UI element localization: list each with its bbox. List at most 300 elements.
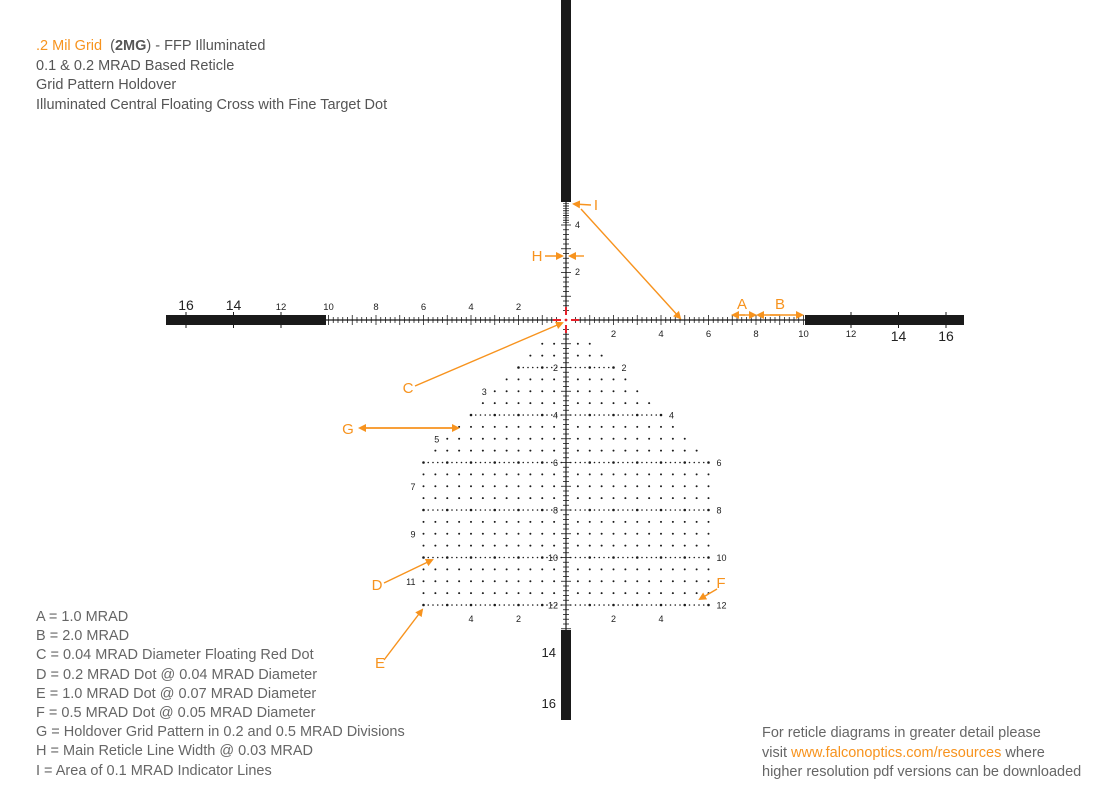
grid-dot (613, 568, 615, 570)
grid-dot (613, 378, 615, 380)
grid-dot (499, 462, 501, 464)
grid-dot (584, 414, 586, 416)
grid-dot (698, 604, 700, 606)
grid-dot (672, 473, 674, 475)
grid-dot (679, 462, 681, 464)
grid-dot (632, 462, 634, 464)
grid-dot (458, 426, 460, 428)
grid-dot (494, 521, 496, 523)
grid-dot (480, 509, 482, 511)
grid-dot (518, 426, 520, 428)
grid-dot (434, 568, 436, 570)
grid-dot (589, 485, 591, 487)
grid-dot (446, 497, 448, 499)
grid-dot (458, 592, 460, 594)
grid-dot (458, 580, 460, 582)
grid-dot (553, 497, 555, 499)
grid-dot (482, 568, 484, 570)
grid-dot (601, 438, 603, 440)
grid-dot (427, 462, 429, 464)
grid-dot (589, 473, 591, 475)
grid-dot (601, 355, 603, 357)
grid-dot (655, 509, 657, 511)
grid-dot (541, 580, 543, 582)
grid-dot (693, 462, 695, 464)
grid-dot (458, 545, 460, 547)
grid-dot (636, 461, 639, 464)
horizontal-label-right: 10 (798, 329, 809, 340)
grid-dot (577, 450, 579, 452)
grid-dot (446, 580, 448, 582)
grid-dot (446, 545, 448, 547)
horizontal-label-left: 10 (323, 302, 334, 313)
grid-dot (518, 485, 520, 487)
grid-dot (475, 509, 477, 511)
grid-dot (579, 557, 581, 559)
grid-dot (684, 568, 686, 570)
grid-dot (461, 604, 463, 606)
grid-dot (584, 604, 586, 606)
grid-dot (522, 557, 524, 559)
grid-dot (423, 568, 425, 570)
grid-dot (513, 414, 515, 416)
grid-dot (553, 450, 555, 452)
grid-dot (696, 497, 698, 499)
grid-dot (518, 568, 520, 570)
grid-left-label: 11 (406, 576, 416, 587)
grid-dot (636, 438, 638, 440)
grid-dot (601, 568, 603, 570)
grid-dot (470, 556, 473, 559)
grid-dot (577, 378, 579, 380)
grid-dot (624, 521, 626, 523)
grid-dot (684, 521, 686, 523)
grid-dot (423, 485, 425, 487)
grid-dot (484, 604, 486, 606)
center-red-dot (565, 319, 568, 322)
grid-dot (482, 473, 484, 475)
grid-dot (636, 497, 638, 499)
grid-dot (603, 557, 605, 559)
grid-dot (679, 557, 681, 559)
grid-dot (624, 402, 626, 404)
grid-dot (627, 557, 629, 559)
grid-dot (470, 473, 472, 475)
grid-right-label: 12 (716, 600, 727, 611)
grid-left-label: 3 (481, 386, 487, 397)
grid-dot (458, 521, 460, 523)
grid-dot (672, 592, 674, 594)
grid-dot (503, 509, 505, 511)
grid-dot (442, 557, 444, 559)
horizontal-label-left: 6 (420, 302, 427, 313)
resources-link[interactable]: www.falconoptics.com/resources (791, 744, 1002, 761)
grid-dot (598, 509, 600, 511)
grid-dot (624, 545, 626, 547)
grid-dot (493, 414, 496, 417)
grid-dot (553, 485, 555, 487)
grid-dot (446, 509, 449, 512)
grid-dot (579, 462, 581, 464)
grid-dot (451, 604, 453, 606)
grid-dot (684, 497, 686, 499)
grid-dot (532, 462, 534, 464)
grid-dot (446, 461, 449, 464)
grid-dot (608, 367, 610, 369)
grid-dot (494, 473, 496, 475)
grid-dot (636, 390, 638, 392)
grid-dot (608, 462, 610, 464)
grid-dot (446, 556, 449, 559)
grid-center-label: 8 (552, 505, 558, 516)
grid-dot (665, 462, 667, 464)
grid-dot (427, 604, 429, 606)
grid-dot (577, 402, 579, 404)
grid-dot (589, 592, 591, 594)
grid-dot (672, 580, 674, 582)
grid-dot (493, 509, 496, 512)
grid-dot (655, 462, 657, 464)
grid-dot (679, 604, 681, 606)
footer-line-3: higher resolution pdf versions can be downloaded (762, 764, 1082, 780)
grid-dot (622, 557, 624, 559)
grid-dot (553, 533, 555, 535)
grid-dot (674, 604, 676, 606)
grid-dot (541, 414, 544, 417)
grid-dot (589, 390, 591, 392)
grid-dot (489, 509, 491, 511)
grid-dot (506, 497, 508, 499)
grid-dot (541, 450, 543, 452)
grid-dot (601, 390, 603, 392)
grid-dot (532, 509, 534, 511)
grid-dot (660, 497, 662, 499)
grid-dot (613, 580, 615, 582)
grid-dot (458, 438, 460, 440)
grid-dot (598, 557, 600, 559)
grid-dot (499, 509, 501, 511)
grid-dot (494, 426, 496, 428)
grid-dot (646, 557, 648, 559)
legend-item: G = Holdover Grid Pattern in 0.2 and 0.5 MRAD Divisions (36, 724, 405, 741)
grid-dot (503, 604, 505, 606)
grid-dot (470, 521, 472, 523)
grid-dot (517, 461, 520, 464)
grid-dot (612, 366, 615, 369)
grid-dot (522, 367, 524, 369)
grid-dot (442, 462, 444, 464)
grid-dot (589, 521, 591, 523)
grid-dot (708, 521, 710, 523)
grid-dot (601, 378, 603, 380)
grid-dot (482, 426, 484, 428)
grid-dot (494, 485, 496, 487)
legend-item: F = 0.5 MRAD Dot @ 0.05 MRAD Diameter (36, 705, 316, 722)
grid-dot (513, 557, 515, 559)
grid-dot (693, 509, 695, 511)
grid-dot (517, 366, 520, 369)
grid-dot (660, 568, 662, 570)
grid-dot (518, 533, 520, 535)
callouts (342, 197, 802, 672)
grid-right-label: 6 (716, 458, 722, 468)
grid-dot (648, 568, 650, 570)
grid-dot (446, 533, 448, 535)
grid-dot (660, 592, 662, 594)
grid-dot (636, 580, 638, 582)
grid-dot (456, 462, 458, 464)
grid-dot (672, 426, 674, 428)
grid-dot (577, 545, 579, 547)
grid-dot (579, 604, 581, 606)
grid-dot (434, 592, 436, 594)
grid-dot (601, 521, 603, 523)
grid-dot (589, 343, 591, 345)
grid-dot (423, 580, 425, 582)
grid-dot (522, 509, 524, 511)
callout-letter-h: H (531, 248, 543, 265)
grid-dot (641, 604, 643, 606)
grid-dot (622, 414, 624, 416)
grid-dot (672, 568, 674, 570)
grid-dot (518, 438, 520, 440)
grid-dot (696, 473, 698, 475)
grid-dot (683, 556, 686, 559)
grid-dot (529, 355, 531, 357)
legend-item: I = Area of 0.1 MRAD Indicator Lines (36, 762, 272, 779)
callout-letter-c: C (402, 380, 414, 397)
grid-dot (451, 557, 453, 559)
horizontal-label-left: 14 (225, 297, 242, 313)
grid-dot (423, 473, 425, 475)
grid-dot (529, 378, 531, 380)
grid-dot (493, 556, 496, 559)
footer-note (762, 724, 1081, 783)
grid-center-label: 10 (547, 553, 558, 563)
grid-dot (532, 414, 534, 416)
grid-dot (470, 414, 473, 417)
grid-dot (546, 414, 548, 416)
horizontal-label-left: 12 (275, 302, 287, 313)
grid-dot (482, 485, 484, 487)
grid-dot (489, 604, 491, 606)
grid-dot (612, 461, 615, 464)
grid-dot (470, 461, 473, 464)
grid-dot (696, 485, 698, 487)
grid-dot (577, 533, 579, 535)
grid-dot (529, 580, 531, 582)
grid-dot (541, 604, 544, 607)
grid-dot (518, 390, 520, 392)
grid-dot (489, 462, 491, 464)
grid-dot (532, 367, 534, 369)
grid-dot (470, 568, 472, 570)
title-line-3: Grid Pattern Holdover (36, 77, 177, 93)
grid-dot (648, 545, 650, 547)
grid-dot (646, 509, 648, 511)
grid-dot (684, 580, 686, 582)
grid-dot (434, 473, 436, 475)
grid-dot (577, 592, 579, 594)
grid-dot (484, 557, 486, 559)
grid-dot (589, 568, 591, 570)
grid-dot (708, 545, 710, 547)
grid-dot (651, 462, 653, 464)
grid-dot (575, 462, 577, 464)
grid-dot (603, 414, 605, 416)
grid-dot (482, 545, 484, 547)
grid-dot (589, 402, 591, 404)
grid-dot (434, 450, 436, 452)
grid-dot (522, 604, 524, 606)
grid-dot (622, 509, 624, 511)
grid-dot (508, 557, 510, 559)
grid-dot (546, 462, 548, 464)
grid-dot (648, 592, 650, 594)
grid-dot (577, 343, 579, 345)
callout-letter-d: D (371, 577, 383, 594)
grid-dot (696, 545, 698, 547)
grid-dot (674, 462, 676, 464)
grid-dot (660, 509, 663, 512)
legend-item: A = 1.0 MRAD (36, 609, 129, 625)
grid-dot (641, 509, 643, 511)
grid-dot (588, 509, 591, 512)
grid-dot (672, 485, 674, 487)
grid-dot (579, 414, 581, 416)
grid-dot (517, 414, 520, 417)
grid-dot (537, 367, 539, 369)
grid-dot (480, 557, 482, 559)
grid-dot (655, 414, 657, 416)
grid-dot (470, 592, 472, 594)
grid-dot (518, 473, 520, 475)
grid-dot (423, 592, 425, 594)
grid-dot (617, 414, 619, 416)
grid-dot (553, 568, 555, 570)
grid-dot (527, 367, 529, 369)
grid-dot (482, 438, 484, 440)
grid-dot (624, 497, 626, 499)
grid-dot (613, 545, 615, 547)
grid-dot (660, 438, 662, 440)
grid-dot (622, 604, 624, 606)
grid-dot (577, 355, 579, 357)
grid-dot (541, 355, 543, 357)
grid-dot (660, 414, 663, 417)
grid-dot (660, 485, 662, 487)
vertical-label-top: 4 (575, 220, 581, 230)
grid-dot (624, 592, 626, 594)
grid-dot (458, 533, 460, 535)
grid-dot (608, 509, 610, 511)
grid-dot (601, 450, 603, 452)
grid-dot (446, 604, 449, 607)
bottom-row-label: 4 (468, 614, 474, 624)
grid-dot (446, 473, 448, 475)
grid-dot (494, 592, 496, 594)
grid-dot (613, 521, 615, 523)
grid-dot (601, 426, 603, 428)
right-thick-post (805, 315, 964, 325)
callout-arrow-i-diagonal (581, 209, 680, 318)
grid-dot (703, 557, 705, 559)
bottom-row-label: 4 (658, 614, 664, 624)
grid-dot (437, 557, 439, 559)
grid-dot (589, 533, 591, 535)
grid-dot (689, 509, 691, 511)
grid-dot (529, 390, 531, 392)
grid-dot (670, 462, 672, 464)
grid-dot (480, 414, 482, 416)
callout-letter-g: G (342, 421, 354, 438)
bottom-row-label: 2 (515, 614, 522, 624)
grid-dot (494, 450, 496, 452)
footer-line-1: For reticle diagrams in greater detail please (762, 725, 1041, 741)
grid-dot (648, 450, 650, 452)
grid-center-label: 2 (552, 363, 558, 373)
grid-dot (493, 604, 496, 607)
grid-dot (584, 367, 586, 369)
grid-dot (696, 568, 698, 570)
grid-dot (660, 604, 663, 607)
grid-dot (480, 462, 482, 464)
grid-dot (432, 462, 434, 464)
grid-dot (529, 450, 531, 452)
grid-dot (494, 580, 496, 582)
grid-dot (442, 604, 444, 606)
callout-letter-a: A (736, 296, 748, 313)
grid-dot (480, 604, 482, 606)
grid-dot (689, 462, 691, 464)
grid-dot (422, 604, 425, 607)
horizontal-label-right: 4 (658, 329, 664, 340)
grid-dot (601, 497, 603, 499)
grid-dot (506, 378, 508, 380)
grid-dot (518, 592, 520, 594)
grid-dot (613, 473, 615, 475)
grid-dot (518, 580, 520, 582)
grid-dot (612, 556, 615, 559)
grid-dot (532, 557, 534, 559)
grid-dot (527, 557, 529, 559)
grid-dot (641, 414, 643, 416)
grid-dot (541, 485, 543, 487)
grid-dot (672, 533, 674, 535)
grid-dot (506, 580, 508, 582)
horizontal-label-right: 8 (753, 329, 759, 340)
grid-dot (636, 473, 638, 475)
grid-dot (461, 509, 463, 511)
grid-dot (518, 521, 520, 523)
grid-dot (553, 545, 555, 547)
grid-dot (484, 414, 486, 416)
grid-dot (494, 438, 496, 440)
grid-dot (598, 367, 600, 369)
grid-dot (529, 402, 531, 404)
grid-dot (506, 402, 508, 404)
horizontal-label-left: 8 (373, 302, 379, 313)
grid-dot (475, 604, 477, 606)
grid-dot (579, 367, 581, 369)
grid-dot (541, 509, 544, 512)
grid-dot (541, 533, 543, 535)
grid-dot (506, 485, 508, 487)
grid-dot (703, 462, 705, 464)
grid-dot (672, 438, 674, 440)
grid-dot (636, 450, 638, 452)
grid-dot (684, 450, 686, 452)
